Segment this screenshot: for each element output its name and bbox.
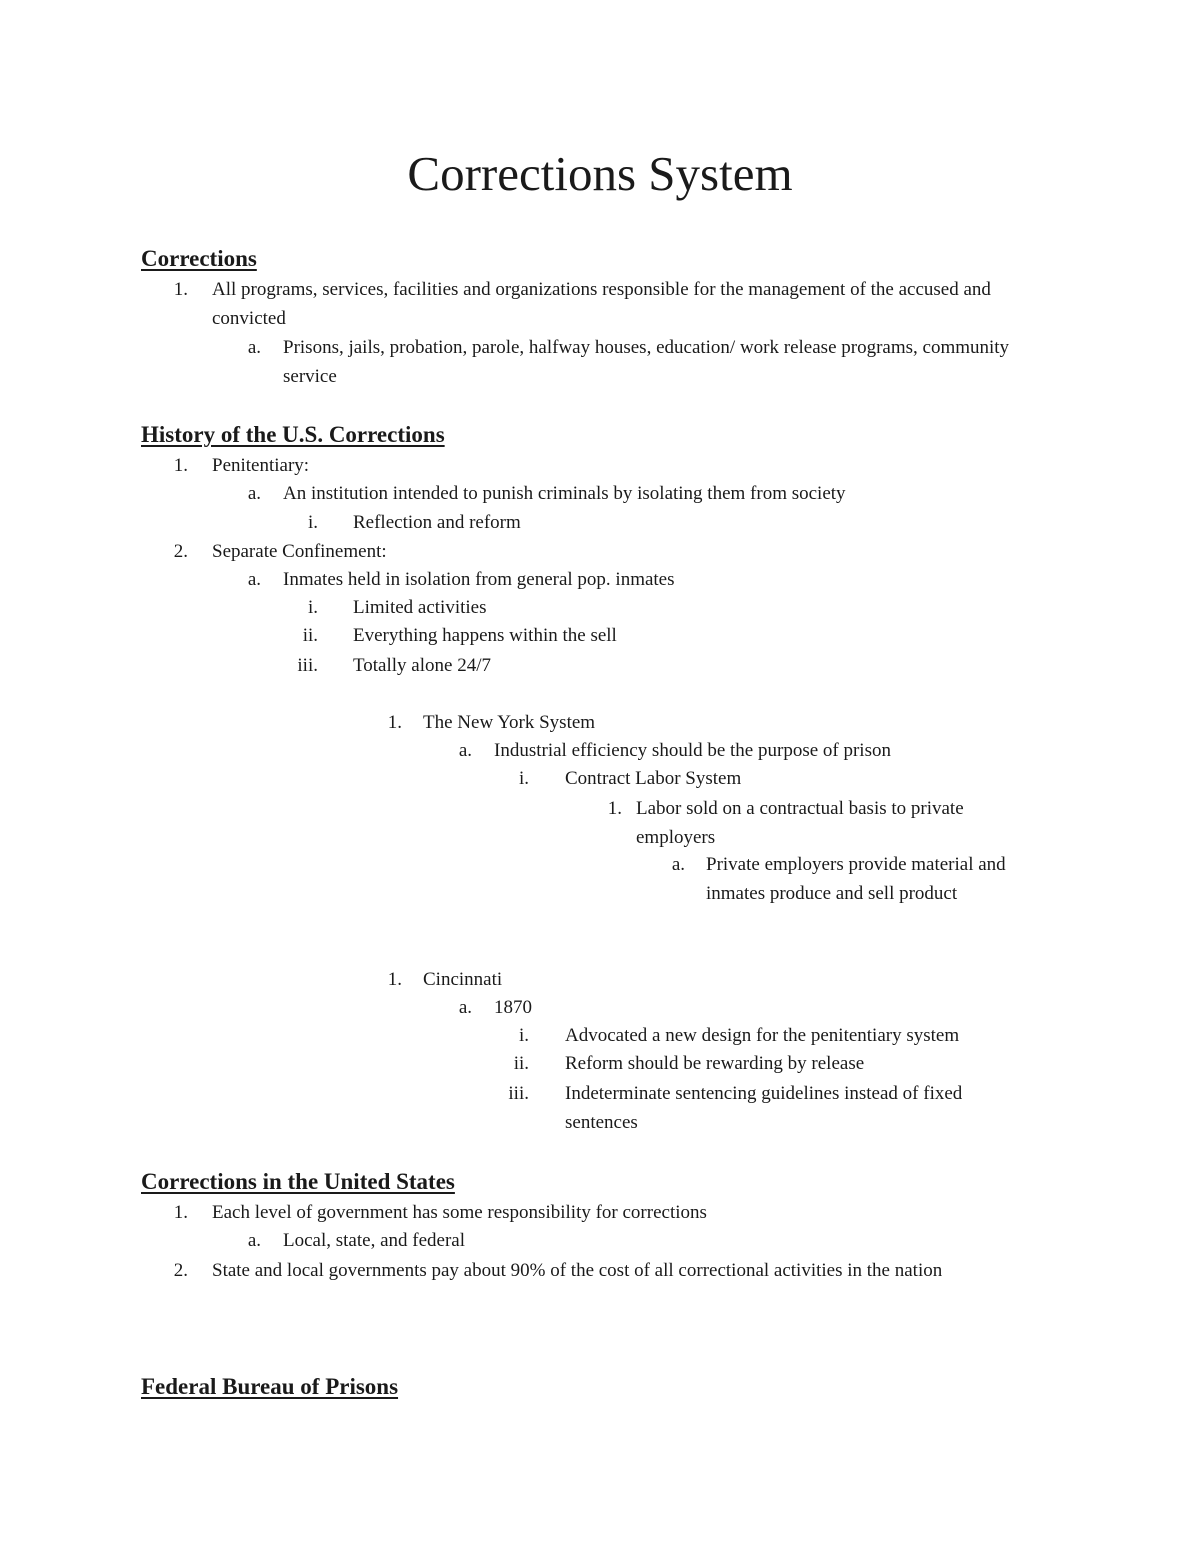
list-item-text: The New York System <box>423 712 596 733</box>
list-marker: 2. <box>173 541 188 562</box>
list-item-text: Reform should be rewarding by release <box>565 1053 865 1074</box>
list-marker: a. <box>247 569 261 590</box>
page-title: Corrections System <box>407 146 793 201</box>
list-marker: 1. <box>173 455 188 476</box>
list-marker: a. <box>458 997 472 1018</box>
list-item-text: Inmates held in isolation from general pop. inmates <box>283 569 675 590</box>
section-heading-federal-bureau: Federal Bureau of Prisons <box>141 1374 399 1399</box>
list-item-text: Indeterminate sentencing guidelines instead of fixed sentences <box>565 1083 963 1133</box>
list-item-text: Labor sold on a contractual basis to private employers <box>636 798 964 848</box>
list-item-text: Industrial efficiency should be the purpose of prison <box>494 740 891 761</box>
list-marker: a. <box>247 337 261 358</box>
list-item-text: Separate Confinement: <box>212 541 387 562</box>
list-item-text: Penitentiary: <box>212 455 310 476</box>
list-marker: a. <box>247 1230 261 1251</box>
list-item-text: Advocated a new design for the penitentiary system <box>565 1025 960 1046</box>
list-marker: a. <box>247 483 261 504</box>
list-marker: i. <box>307 512 318 533</box>
list-marker: i. <box>307 597 318 618</box>
list-marker: i. <box>518 1025 529 1046</box>
list-item-text: Each level of government has some responsibility for corrections <box>212 1202 707 1223</box>
list-item-text: Totally alone 24/7 <box>353 655 491 676</box>
section-heading-corrections: Corrections <box>141 246 257 271</box>
list-marker: 1. <box>173 1202 188 1223</box>
list-marker: 2. <box>173 1260 188 1281</box>
list-marker: 1. <box>173 279 188 300</box>
list-marker: ii. <box>302 625 318 646</box>
list-item-text: Contract Labor System <box>565 768 742 789</box>
section-heading-history: History of the U.S. Corrections <box>141 422 445 447</box>
list-marker: 1. <box>387 712 402 733</box>
list-marker: 1. <box>607 798 622 819</box>
list-item-text: Limited activities <box>353 597 487 618</box>
list-item-text: Local, state, and federal <box>283 1230 465 1251</box>
list-item-text: All programs, services, facilities and organizations responsible for the management of the accused and convicted <box>212 279 991 329</box>
list-item-text: 1870 <box>494 997 532 1018</box>
list-marker: a. <box>671 854 685 875</box>
list-marker: i. <box>518 768 529 789</box>
list-item-text: State and local governments pay about 90% of the cost of all correctional activities in the nation <box>212 1260 943 1281</box>
list-item-text: Private employers provide material and inmates produce and sell product <box>706 854 1006 904</box>
list-item-text: Prisons, jails, probation, parole, halfway houses, education/ work release programs, community service <box>283 337 1010 387</box>
list-marker: iii. <box>508 1083 529 1104</box>
list-item-text: An institution intended to punish criminals by isolating them from society <box>283 483 846 504</box>
list-marker: 1. <box>387 969 402 990</box>
list-marker: iii. <box>297 655 318 676</box>
list-item-text: Cincinnati <box>423 969 503 990</box>
section-heading-corrections-us: Corrections in the United States <box>141 1169 455 1194</box>
list-item-text: Everything happens within the sell <box>353 625 617 646</box>
list-item-text: Reflection and reform <box>353 512 521 533</box>
list-marker: a. <box>458 740 472 761</box>
list-marker: ii. <box>513 1053 529 1074</box>
